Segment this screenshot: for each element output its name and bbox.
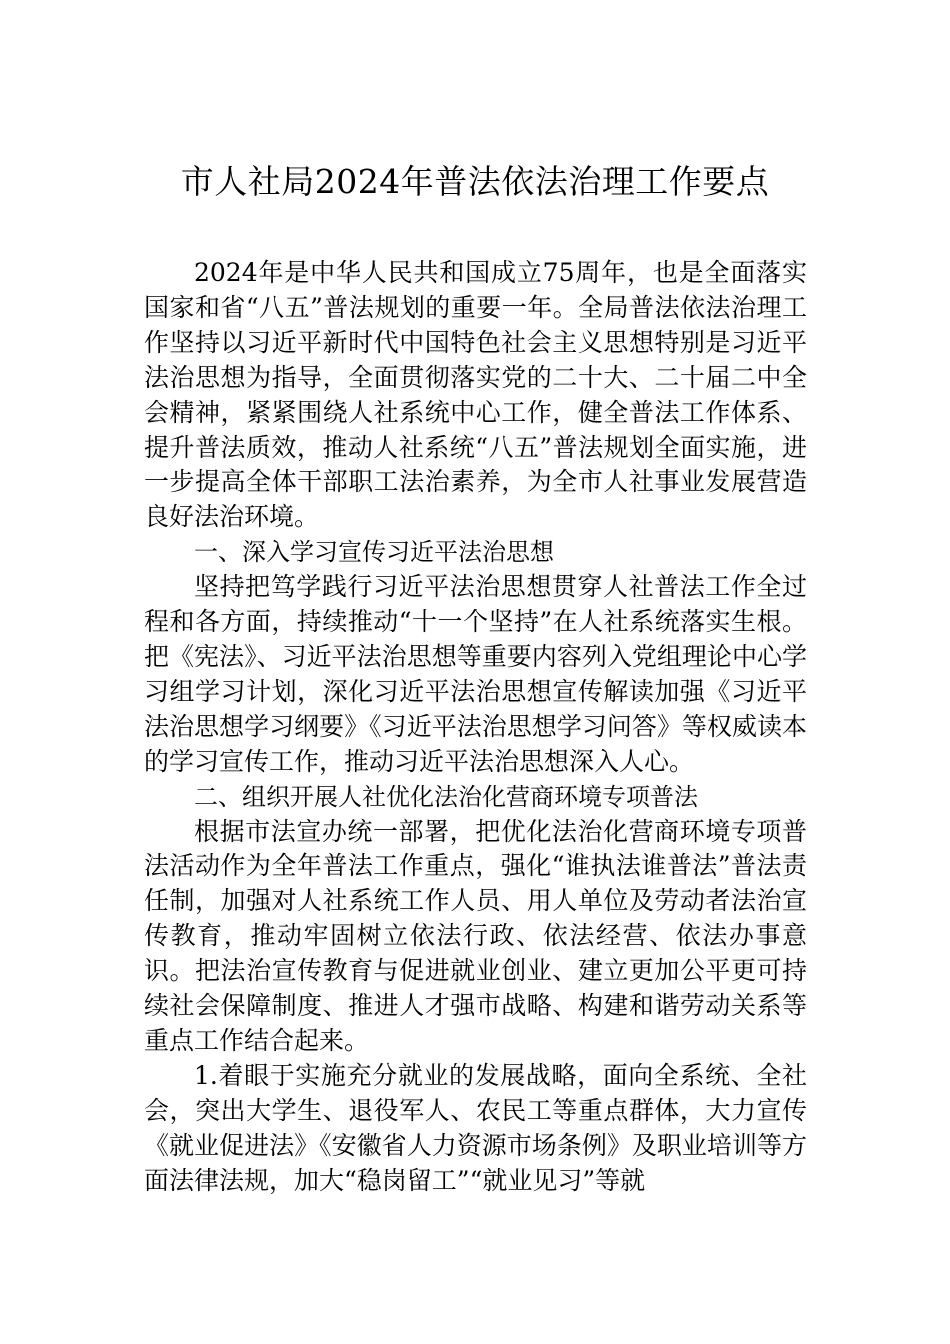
- section-1-paragraph: 坚持把笃学践行习近平法治思想贯穿人社普法工作全过程和各方面，持续推动“十一个坚持”在人社系统落实生根。把《宪法》、习近平法治思想等重要内容列入党组理论中心学习组学习计划，深化习近平法治思想宣传解读加强《习近平法治思想学习纲要》《习近平法治思想学习问答》等权威读本的学习宣传工作，推动习近平法治思想深入人心。: [144, 572, 807, 776]
- document-body: [144, 256, 807, 1198]
- document-title: 市人社局2024年普法依法治理工作要点: [180, 162, 770, 201]
- section-heading-1: 一、深入学习宣传习近平法治思想: [194, 538, 554, 567]
- section-heading-2: 二、组织开展人社优化法治化营商环境专项普法: [194, 782, 698, 811]
- intro-paragraph: 2024年是中华人民共和国成立75周年，也是全面落实国家和省“八五”普法规划的重要一年。全局普法依法治理工作坚持以习近平新时代中国特色社会主义思想特别是习近平法治思想为指导，全面贯彻落实党的二十大、二十届二中全会精神，紧紧围绕人社系统中心工作，健全普法工作体系、提升普法质效，推动人社系统“八五”普法规划全面实施，进一步提高全体干部职工法治素养，为全市人社事业发展营造良好法治环境。: [144, 258, 807, 532]
- section-2-paragraph: 根据市法宣办统一部署，把优化法治化营商环境专项普法活动作为全年普法工作重点，强化“谁执法谁普法”普法责任制，加强对人社系统工作人员、用人单位及劳动者法治宣传教育，推动牢固树立依法行政、依法经营、依法办事意识。把法治宣传教育与促进就业创业、建立更加公平更可持续社会保障制度、推进人才强市战略、构建和谐劳动关系等重点工作结合起来。: [144, 816, 807, 1055]
- section-2-item-1-paragraph: 1.着眼于实施充分就业的发展战略，面向全系统、全社会，突出大学生、退役军人、农民工等重点群体，大力宣传《就业促进法》《安徽省人力资源市场条例》及职业培训等方面法律法规，加大“稳岗留工”“就业见习”等就: [144, 1060, 807, 1195]
